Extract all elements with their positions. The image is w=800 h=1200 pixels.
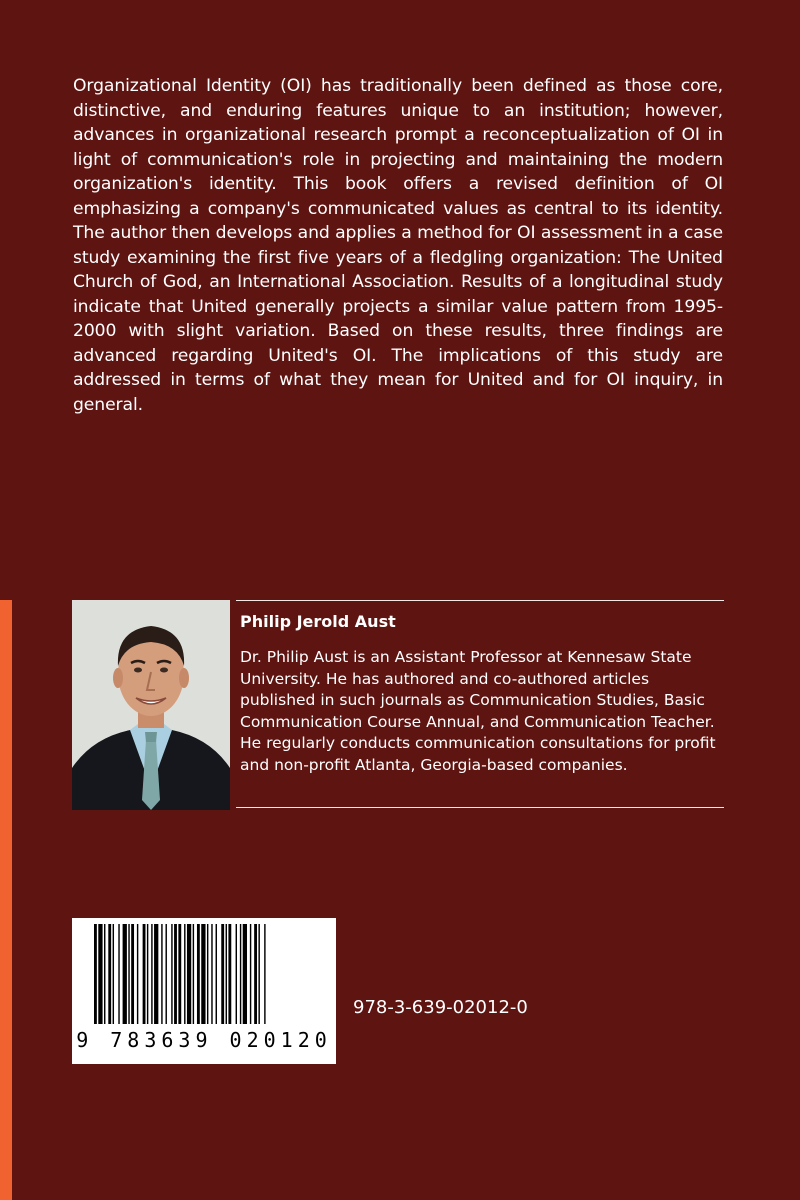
isbn-number: 978-3-639-02012-0 [353, 997, 528, 1018]
author-name: Philip Jerold Aust [240, 612, 396, 631]
author-photo [72, 600, 230, 810]
barcode-bars [78, 924, 330, 1030]
book-description: Organizational Identity (OI) has traditionally been defined as those core, distinctive, and enduring features unique to an institution; however, advances in organizational research prompt a reconceptualization of OI in light of communication's role in projecting and maintaining the modern organization's identity. This book offers a revised definition of OI emphasizing a company's communicated values as central to its identity. The author then develops and applies a method for OI assessment in a case study examining the first five years of a fledgling organization: The United Church of God, an International Association. Results of a longitudinal study indicate that United generally projects a similar value pattern from 1995-2000 with slight variation. Based on these results, three findings are advanced regarding United's OI. The implications of this study are addressed in terms of what they mean for United and for OI inquiry, in general. [73, 76, 723, 415]
portrait-image [72, 600, 230, 810]
barcode-number: 9 783639 020120 [76, 1028, 332, 1052]
author-block [72, 600, 724, 810]
accent-strip [0, 600, 12, 1200]
author-bio: Dr. Philip Aust is an Assistant Professor at Kennesaw State University. He has authored and co-authored articles published in such journals as Communication Studies, Basic Communication Course Annual, and Communication Teacher. He regularly conducts communication consultations for profit and non-profit Atlanta, Georgia-based companies. [240, 648, 716, 774]
divider-bottom [236, 807, 724, 808]
barcode [72, 918, 336, 1064]
divider-top [236, 600, 724, 601]
